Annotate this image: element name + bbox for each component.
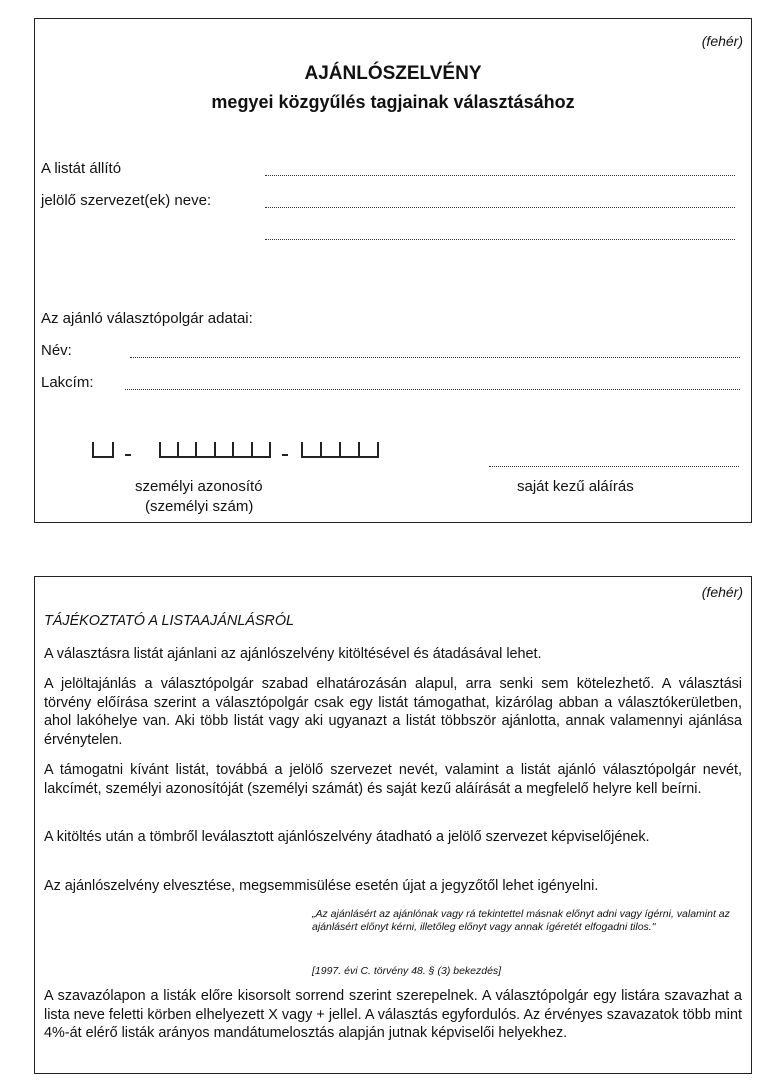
id-box-group-1 bbox=[92, 442, 114, 458]
org-name-field-3[interactable] bbox=[265, 239, 735, 240]
id-box-group-3 bbox=[301, 442, 379, 458]
form-subtitle: megyei közgyűlés tagjainak választásához bbox=[211, 92, 575, 112]
org-name-field-1[interactable] bbox=[265, 175, 735, 176]
info-paragraph: A választásra listát ajánlani az ajánlószelvény kitöltésével és átadásával lehet. bbox=[44, 646, 542, 662]
id-box-group-2 bbox=[159, 442, 271, 458]
law-quote: „Az ajánlásért az ajánlónak vagy rá tekintettel másnak előnyt adni vagy ígérni, valamint az ajánlásért előnyt kérni, illetőleg előnyt vagy annak ígéretét elfogadni tilos." bbox=[312, 908, 730, 933]
form-title: AJÁNLÓSZELVÉNY bbox=[304, 63, 482, 84]
info-final-paragraph: A szavazólapon a listák előre kisorsolt sorrend szerint szerepelnek. A választópolgár egy listára szavazhat a lista neve feletti körben elhelyezett X vagy + jellel. A választás egyfordulós. Az érvényes szavazatok több mint 4%-át elérő listák arányos mandátumelosztás alapján jutnak képviselői helyekhez. bbox=[44, 988, 742, 1041]
info-paragraph: A támogatni kívánt listát, továbbá a jelölő szervezet nevét, valamint a listát ajánló választópolgár nevét, lakcímét, személyi azonosítóját (személyi számát) és saját kezű aláírását a megfelelő helyre kell beírni. bbox=[44, 762, 742, 797]
info-box bbox=[34, 576, 752, 1074]
info-paragraph: A kitöltés után a tömbről leválasztott ajánlószelvény átadható a jelölő szervezet képviselőjének. bbox=[44, 829, 650, 845]
personal-id-caption-sub: (személyi szám) bbox=[145, 498, 254, 515]
name-field[interactable] bbox=[130, 357, 740, 358]
color-tag: (fehér) bbox=[701, 584, 743, 600]
id-separator bbox=[282, 454, 288, 456]
name-label: Név: bbox=[41, 342, 72, 359]
org-label-line1: A listát állító bbox=[41, 160, 122, 177]
address-field[interactable] bbox=[125, 389, 740, 390]
color-tag: (fehér) bbox=[701, 33, 743, 49]
personal-id-caption: személyi azonosító bbox=[135, 478, 263, 495]
org-name-field-2[interactable] bbox=[265, 207, 735, 208]
id-separator bbox=[125, 454, 131, 456]
address-label: Lakcím: bbox=[41, 374, 94, 391]
info-heading: TÁJÉKOZTATÓ A LISTAAJÁNLÁSRÓL bbox=[44, 613, 295, 629]
ballot-form bbox=[34, 18, 752, 523]
signature-caption: saját kezű aláírás bbox=[517, 478, 634, 495]
org-label-line2: jelölő szervezet(ek) neve: bbox=[41, 192, 212, 209]
voter-heading: Az ajánló választópolgár adatai: bbox=[41, 310, 253, 327]
info-paragraph: A jelöltajánlás a választópolgár szabad elhatározásán alapul, arra senki sem kötelezhető. A választási törvény előírása szerint a választópolgár csak egy listát támogathat, kizárólag abban a választókerületben, ahol lakóhelye van. Aki több listát vagy aki ugyanazt a listát többször ajánlotta, annak valamennyi ajánlása érvénytelen. bbox=[44, 676, 742, 748]
law-reference: [1997. évi C. törvény 48. § (3) bekezdés] bbox=[312, 965, 502, 977]
signature-field[interactable] bbox=[489, 466, 739, 467]
info-paragraph: Az ajánlószelvény elvesztése, megsemmisülése esetén újat a jegyzőtől lehet igényelni. bbox=[44, 878, 599, 894]
